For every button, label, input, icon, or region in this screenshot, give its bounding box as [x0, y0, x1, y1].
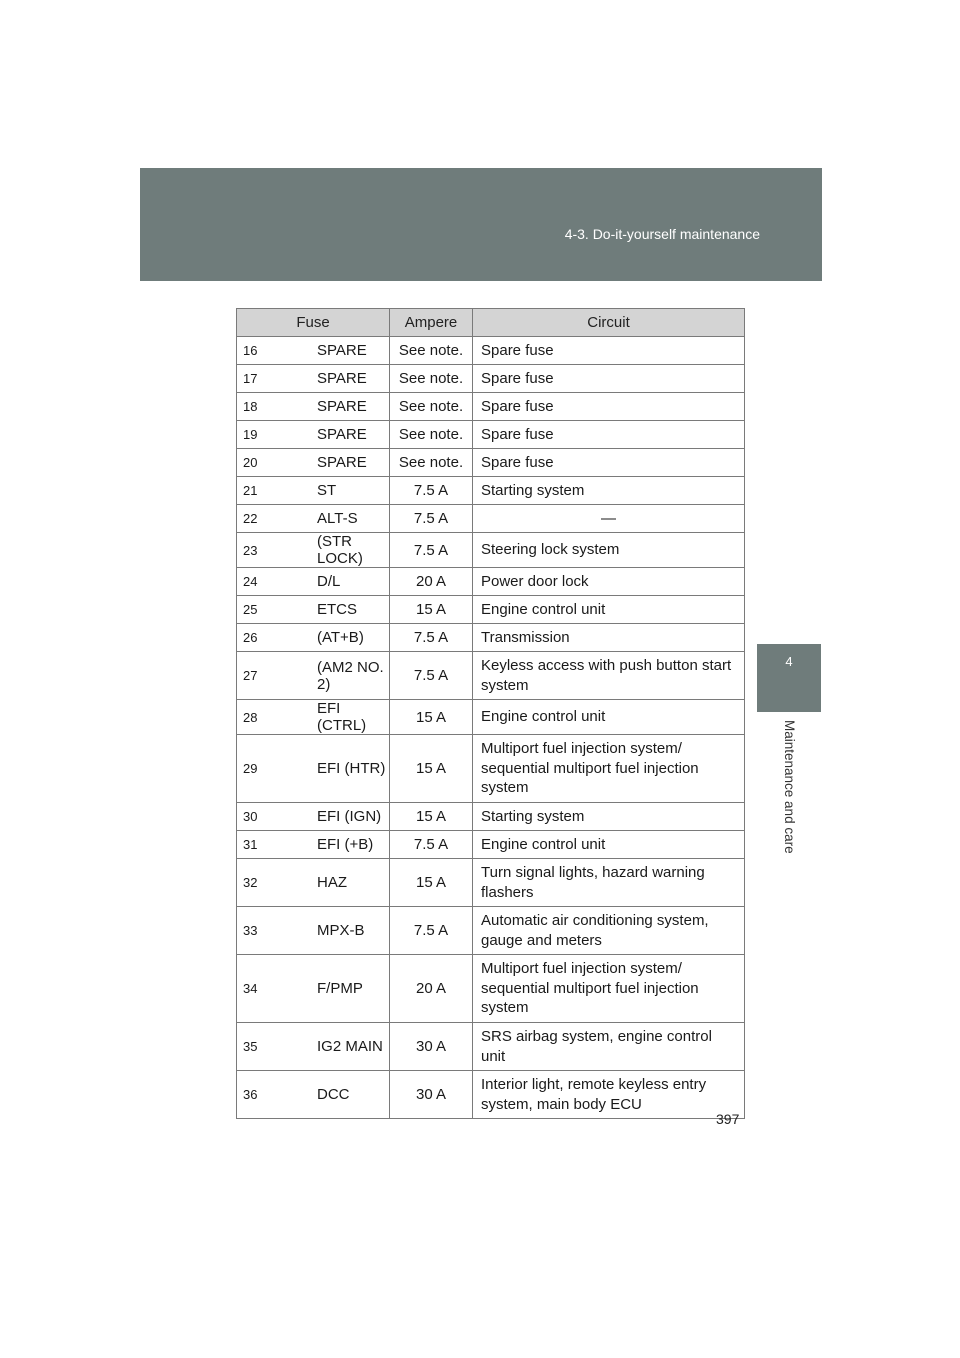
fuse-name-cell: F/PMP	[313, 955, 390, 1023]
fuse-name-cell: (AM2 NO. 2)	[313, 652, 390, 700]
fuse-name-cell: SPARE	[313, 393, 390, 421]
fuse-number-cell: 26	[237, 624, 314, 652]
page-number: 397	[716, 1111, 740, 1127]
table-row	[237, 700, 745, 735]
fuse-name-cell: (AT+B)	[313, 624, 390, 652]
table-row	[237, 365, 745, 393]
table-row	[237, 568, 745, 596]
chapter-number: 4	[785, 654, 793, 669]
table-row	[237, 505, 745, 533]
ampere-cell: 15 A	[390, 596, 473, 624]
table-row	[237, 421, 745, 449]
table-row	[237, 1071, 745, 1119]
chapter-tab	[757, 644, 821, 712]
ampere-cell: See note.	[390, 337, 473, 365]
fuse-number-cell: 29	[237, 735, 314, 803]
fuse-number-cell: 25	[237, 596, 314, 624]
ampere-cell: 15 A	[390, 859, 473, 907]
ampere-cell: 20 A	[390, 568, 473, 596]
table-row	[237, 393, 745, 421]
circuit-cell: Starting system	[473, 803, 745, 831]
ampere-cell: 7.5 A	[390, 907, 473, 955]
fuse-number-cell: 18	[237, 393, 314, 421]
table-row	[237, 831, 745, 859]
fuse-name-cell: D/L	[313, 568, 390, 596]
fuse-name-cell: ETCS	[313, 596, 390, 624]
circuit-cell: SRS airbag system, engine control unit	[473, 1023, 745, 1071]
table-row	[237, 735, 745, 803]
fuse-number-cell: 34	[237, 955, 314, 1023]
circuit-cell: Transmission	[473, 624, 745, 652]
ampere-cell: 7.5 A	[390, 652, 473, 700]
table-row	[237, 652, 745, 700]
fuse-number-cell: 22	[237, 505, 314, 533]
ampere-cell: 7.5 A	[390, 624, 473, 652]
ampere-cell: See note.	[390, 365, 473, 393]
fuse-name-cell: DCC	[313, 1071, 390, 1119]
fuse-name-cell: EFI (IGN)	[313, 803, 390, 831]
circuit-cell: Steering lock system	[473, 533, 745, 568]
fuse-name-cell: (STR LOCK)	[313, 533, 390, 568]
table-row	[237, 1023, 745, 1071]
fuse-name-cell: SPARE	[313, 449, 390, 477]
fuse-number-cell: 20	[237, 449, 314, 477]
table-row	[237, 859, 745, 907]
circuit-cell: Spare fuse	[473, 393, 745, 421]
circuit-cell: Spare fuse	[473, 365, 745, 393]
ampere-cell: 7.5 A	[390, 505, 473, 533]
column-header-ampere: Ampere	[390, 309, 473, 337]
ampere-cell: 15 A	[390, 700, 473, 735]
fuse-number-cell: 19	[237, 421, 314, 449]
fuse-name-cell: EFI (CTRL)	[313, 700, 390, 735]
ampere-cell: 7.5 A	[390, 533, 473, 568]
fuse-name-cell: EFI (HTR)	[313, 735, 390, 803]
table-header-row	[237, 309, 745, 337]
circuit-cell: Spare fuse	[473, 449, 745, 477]
circuit-cell: Engine control unit	[473, 700, 745, 735]
fuse-table-body	[237, 337, 745, 1119]
table-row	[237, 803, 745, 831]
fuse-table	[236, 308, 745, 1119]
table-row	[237, 533, 745, 568]
circuit-cell: Automatic air conditioning system, gauge and meters	[473, 907, 745, 955]
circuit-cell: —	[473, 505, 745, 533]
ampere-cell: 20 A	[390, 955, 473, 1023]
fuse-number-cell: 33	[237, 907, 314, 955]
fuse-number-cell: 16	[237, 337, 314, 365]
table-row	[237, 477, 745, 505]
fuse-number-cell: 28	[237, 700, 314, 735]
circuit-cell: Spare fuse	[473, 337, 745, 365]
table-row	[237, 337, 745, 365]
circuit-cell: Multiport fuel injection system/ sequential multiport fuel injection system	[473, 955, 745, 1023]
circuit-cell: Power door lock	[473, 568, 745, 596]
fuse-number-cell: 24	[237, 568, 314, 596]
circuit-cell: Starting system	[473, 477, 745, 505]
section-header	[140, 168, 822, 281]
table-row	[237, 449, 745, 477]
table-row	[237, 624, 745, 652]
fuse-number-cell: 30	[237, 803, 314, 831]
fuse-number-cell: 32	[237, 859, 314, 907]
fuse-number-cell: 21	[237, 477, 314, 505]
ampere-cell: 15 A	[390, 803, 473, 831]
ampere-cell: 7.5 A	[390, 477, 473, 505]
ampere-cell: 15 A	[390, 735, 473, 803]
circuit-cell: Multiport fuel injection system/ sequential multiport fuel injection system	[473, 735, 745, 803]
column-header-fuse: Fuse	[237, 309, 390, 337]
fuse-name-cell: MPX-B	[313, 907, 390, 955]
fuse-number-cell: 36	[237, 1071, 314, 1119]
fuse-name-cell: EFI (+B)	[313, 831, 390, 859]
section-title: 4-3. Do-it-yourself maintenance	[564, 226, 760, 242]
fuse-number-cell: 31	[237, 831, 314, 859]
circuit-cell: Turn signal lights, hazard warning flashers	[473, 859, 745, 907]
ampere-cell: 7.5 A	[390, 831, 473, 859]
fuse-number-cell: 17	[237, 365, 314, 393]
fuse-name-cell: ST	[313, 477, 390, 505]
fuse-name-cell: HAZ	[313, 859, 390, 907]
fuse-number-cell: 23	[237, 533, 314, 568]
table-row	[237, 907, 745, 955]
ampere-cell: 30 A	[390, 1023, 473, 1071]
fuse-name-cell: SPARE	[313, 337, 390, 365]
fuse-number-cell: 35	[237, 1023, 314, 1071]
table-row	[237, 955, 745, 1023]
fuse-name-cell: IG2 MAIN	[313, 1023, 390, 1071]
ampere-cell: 30 A	[390, 1071, 473, 1119]
circuit-cell: Keyless access with push button start system	[473, 652, 745, 700]
ampere-cell: See note.	[390, 393, 473, 421]
ampere-cell: See note.	[390, 421, 473, 449]
circuit-cell: Interior light, remote keyless entry system, main body ECU	[473, 1071, 745, 1119]
column-header-circuit: Circuit	[473, 309, 745, 337]
circuit-cell: Spare fuse	[473, 421, 745, 449]
ampere-cell: See note.	[390, 449, 473, 477]
circuit-cell: Engine control unit	[473, 831, 745, 859]
fuse-number-cell: 27	[237, 652, 314, 700]
table-row	[237, 596, 745, 624]
chapter-title: Maintenance and care	[782, 720, 797, 854]
fuse-name-cell: ALT-S	[313, 505, 390, 533]
fuse-name-cell: SPARE	[313, 365, 390, 393]
circuit-cell: Engine control unit	[473, 596, 745, 624]
fuse-name-cell: SPARE	[313, 421, 390, 449]
